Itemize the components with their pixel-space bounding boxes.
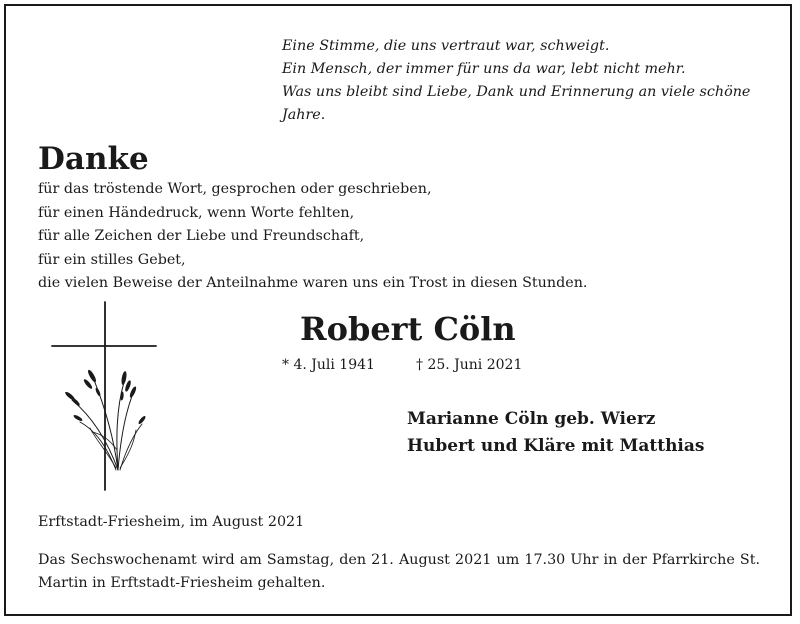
deceased-name: Robert Cöln	[300, 310, 516, 348]
thanks-line: für ein stilles Gebet,	[38, 251, 186, 268]
thanks-title: Danke	[38, 141, 149, 177]
poem-line: Eine Stimme, die uns vertraut war, schweigt.	[282, 38, 610, 54]
poem-line: Jahre.	[282, 107, 326, 123]
poem-line: Was uns bleibt sind Liebe, Dank und Erinnerung an viele schöne	[282, 84, 751, 100]
service-notice: Das Sechswochenamt wird am Samstag, den 21. August 2021 um 17.30 Uhr in der Pfarrkirche St. Martin in Erftstadt-Friesheim gehalten.	[38, 552, 760, 591]
poem	[282, 35, 752, 127]
birth-date: * 4. Juli 1941	[282, 357, 375, 373]
poem-line: Ein Mensch, der immer für uns da war, lebt nicht mehr.	[282, 61, 686, 77]
place-date: Erftstadt-Friesheim, im August 2021	[38, 514, 305, 530]
death-date: † 25. Juni 2021	[416, 357, 523, 373]
mourners	[407, 406, 704, 460]
thanks-text	[38, 178, 587, 296]
thanks-line: für das tröstende Wort, gesprochen oder geschrieben,	[38, 181, 432, 197]
cross-with-wheat-icon	[50, 300, 160, 494]
thanks-line: für einen Händedruck, wenn Worte fehlten,	[38, 204, 355, 221]
mourner-name: Hubert und Kläre mit Matthias	[407, 436, 705, 456]
thanks-line: für alle Zeichen der Liebe und Freundschaft,	[38, 228, 365, 244]
thanks-line: die vielen Beweise der Anteilnahme waren uns ein Trost in diesen Stunden.	[38, 275, 588, 291]
mourner-name: Marianne Cöln geb. Wierz	[407, 409, 656, 429]
